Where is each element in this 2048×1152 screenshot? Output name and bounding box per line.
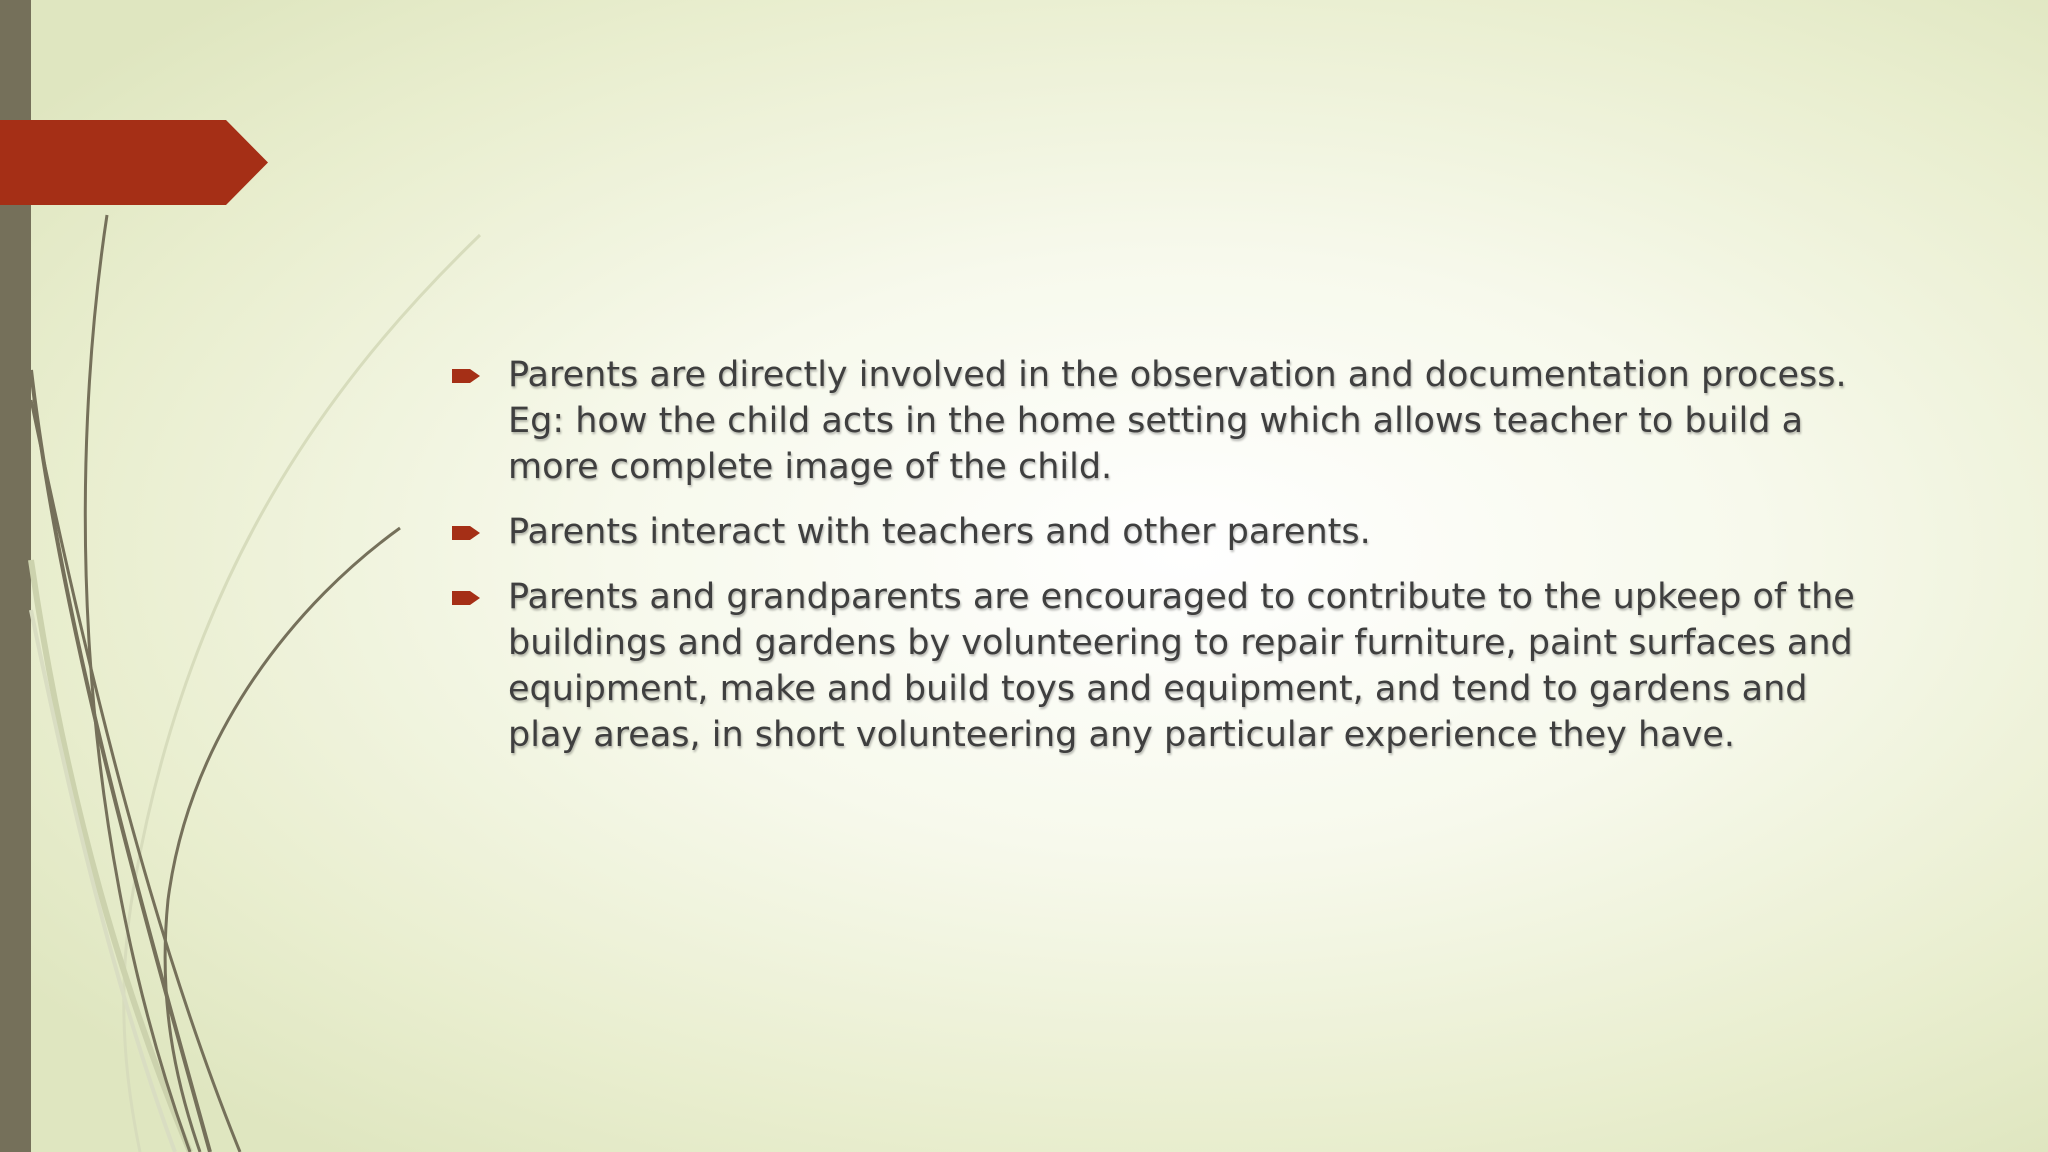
bullet-text: Parents are directly involved in the observation and documentation process. Eg: how the child acts in the home setting which allows teacher to build a more complete image of the child. bbox=[508, 355, 1847, 487]
bullet-text: Parents interact with teachers and other parents. bbox=[508, 512, 1371, 552]
bullet-text: Parents and grandparents are encouraged to contribute to the upkeep of the buildings and gardens by volunteering to repair furniture, paint surfaces and equipment, make and build toys and equipment, and tend to gardens and play areas, in short volunteering any particular experience they have. bbox=[508, 577, 1855, 755]
bullet-item-2 bbox=[452, 509, 1872, 555]
arrow-bullet-icon bbox=[452, 589, 482, 607]
arrow-bullet-icon bbox=[452, 524, 482, 542]
arrow-bullet-icon bbox=[452, 367, 482, 385]
bullet-item-1 bbox=[452, 352, 1872, 490]
bullet-item-3 bbox=[452, 574, 1872, 758]
bullet-list bbox=[452, 352, 1872, 777]
title-tab-arrow bbox=[0, 120, 268, 205]
